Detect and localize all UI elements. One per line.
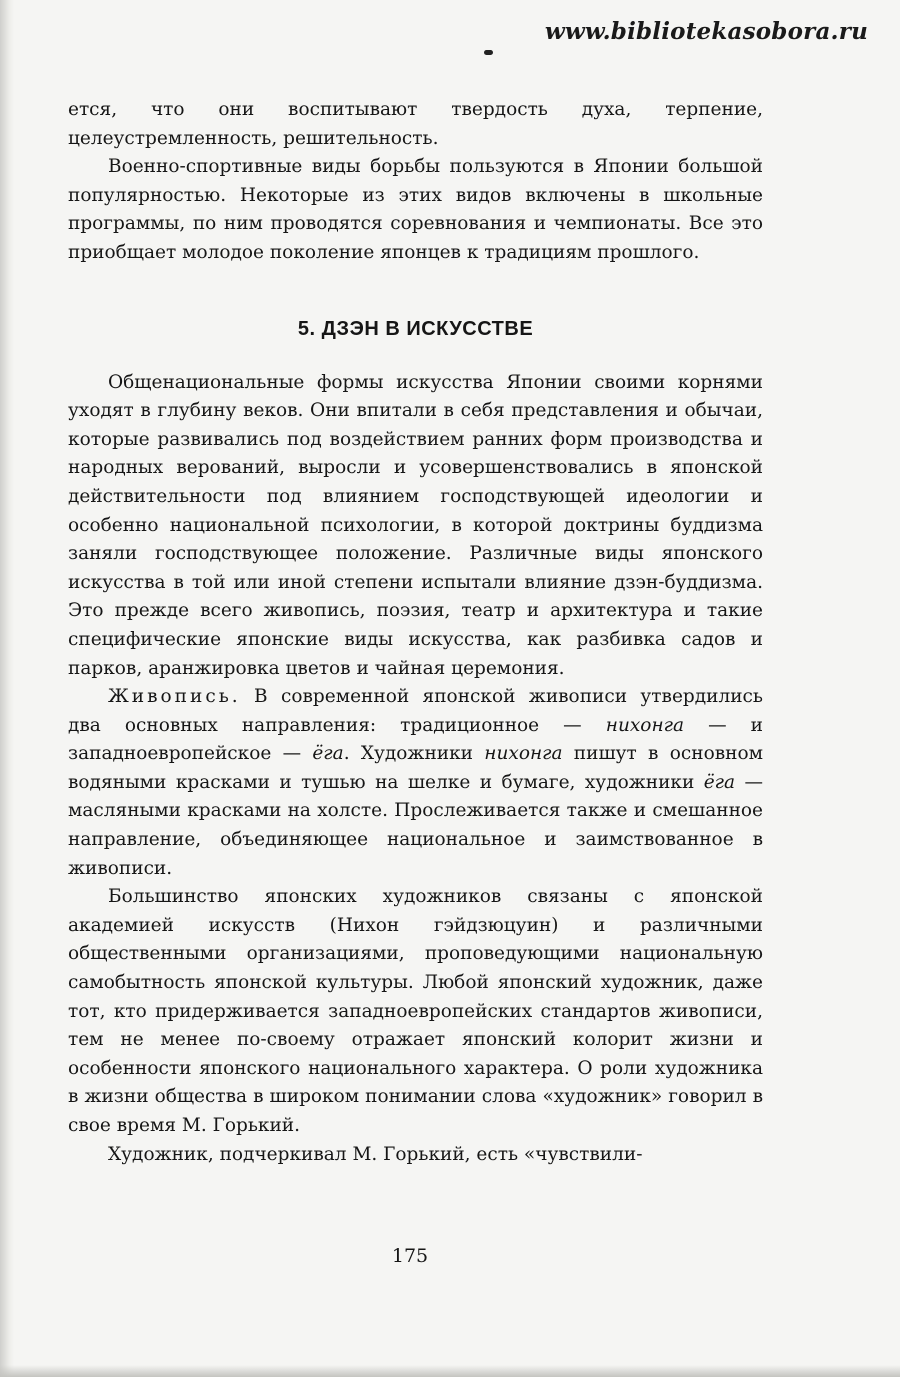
painting-text-5: — масляными красками на холсте. Прослеживается также и смешанное направление, объединяющее национальное и заимствованное в живописи.: [68, 771, 763, 879]
term-yoga-2: ёга: [703, 771, 736, 793]
page-number: 175: [391, 1245, 429, 1267]
painting-text-1: В современной японской живописи утвердились два основных направления: традиционное —: [68, 686, 763, 736]
term-yoga: ёга: [312, 743, 344, 765]
paragraph-gorky-quote: Художник, подчеркивал М. Горький, есть «чувствили-: [108, 1143, 643, 1165]
scan-left-edge: [0, 0, 14, 1377]
section-heading: 5. ДЗЭН В ИСКУССТВЕ: [297, 317, 534, 340]
painting-text-2: — и западноевропейское —: [68, 714, 763, 765]
paragraph-artists: Большинство японских художников связаны с японской академией искусств (Нихон гэйдзюцуин) и различными общественными организациями, проповедующими национальную самобытность японской культуры. Любой японский художник, даже тот, кто придерживается западноевропейских стандартов живописи, тем не менее по-своему отражает японский колорит жизни и особенности японского национального характера. О роли художника в жизни общества в широком понимании слова «художник» говорил в свое время М. Горький.: [68, 886, 763, 1136]
term-nihonga: нихонга: [605, 714, 685, 736]
term-nihonga-2: нихонга: [484, 743, 563, 765]
paragraph-intro: ется, что они воспитывают твердость духа, терпение, целеустремленность, решительность.: [68, 99, 763, 149]
ink-mark: [484, 50, 493, 55]
scan-bottom-edge: [0, 1365, 900, 1377]
page-text: [68, 96, 763, 1169]
paragraph-art-forms: Общенациональные формы искусства Японии своими корнями уходят в глубину веков. Они впитали в себя представления и обычаи, которые развивались под воздействием ранних форм производства и народных верований, выросли и усовершенствовались в японской действительности под влиянием господствующей идеологии и особенно национальной психологии, в которой доктрины буддизма заняли господствующее положение. Различные виды японского искусства в той или иной степени испытали влияние дзэн-буддизма. Это прежде всего живопись, поэзия, театр и архитектура и такие специфические японские виды искусства, как разбивка садов и парков, аранжировка цветов и чайная церемония.: [68, 371, 763, 679]
painting-text-3: . Художники: [343, 743, 485, 765]
painting-text-4: пишут в основном водяными красками и тушью на шелке и бумаге, художники: [68, 743, 763, 793]
watermark: www.bibliotekasobora.ru: [544, 18, 868, 45]
paragraph-martial-arts: Военно-спортивные виды борьбы пользуются в Японии большой популярностью. Некоторые из этих видов включены в школьные программы, по ним проводятся соревнования и чемпионаты. Все это приобщает молодое поколение японцев к традициям прошлого.: [68, 156, 763, 263]
paragraph-painting: [68, 683, 763, 883]
term-painting: Живопись.: [108, 686, 241, 708]
